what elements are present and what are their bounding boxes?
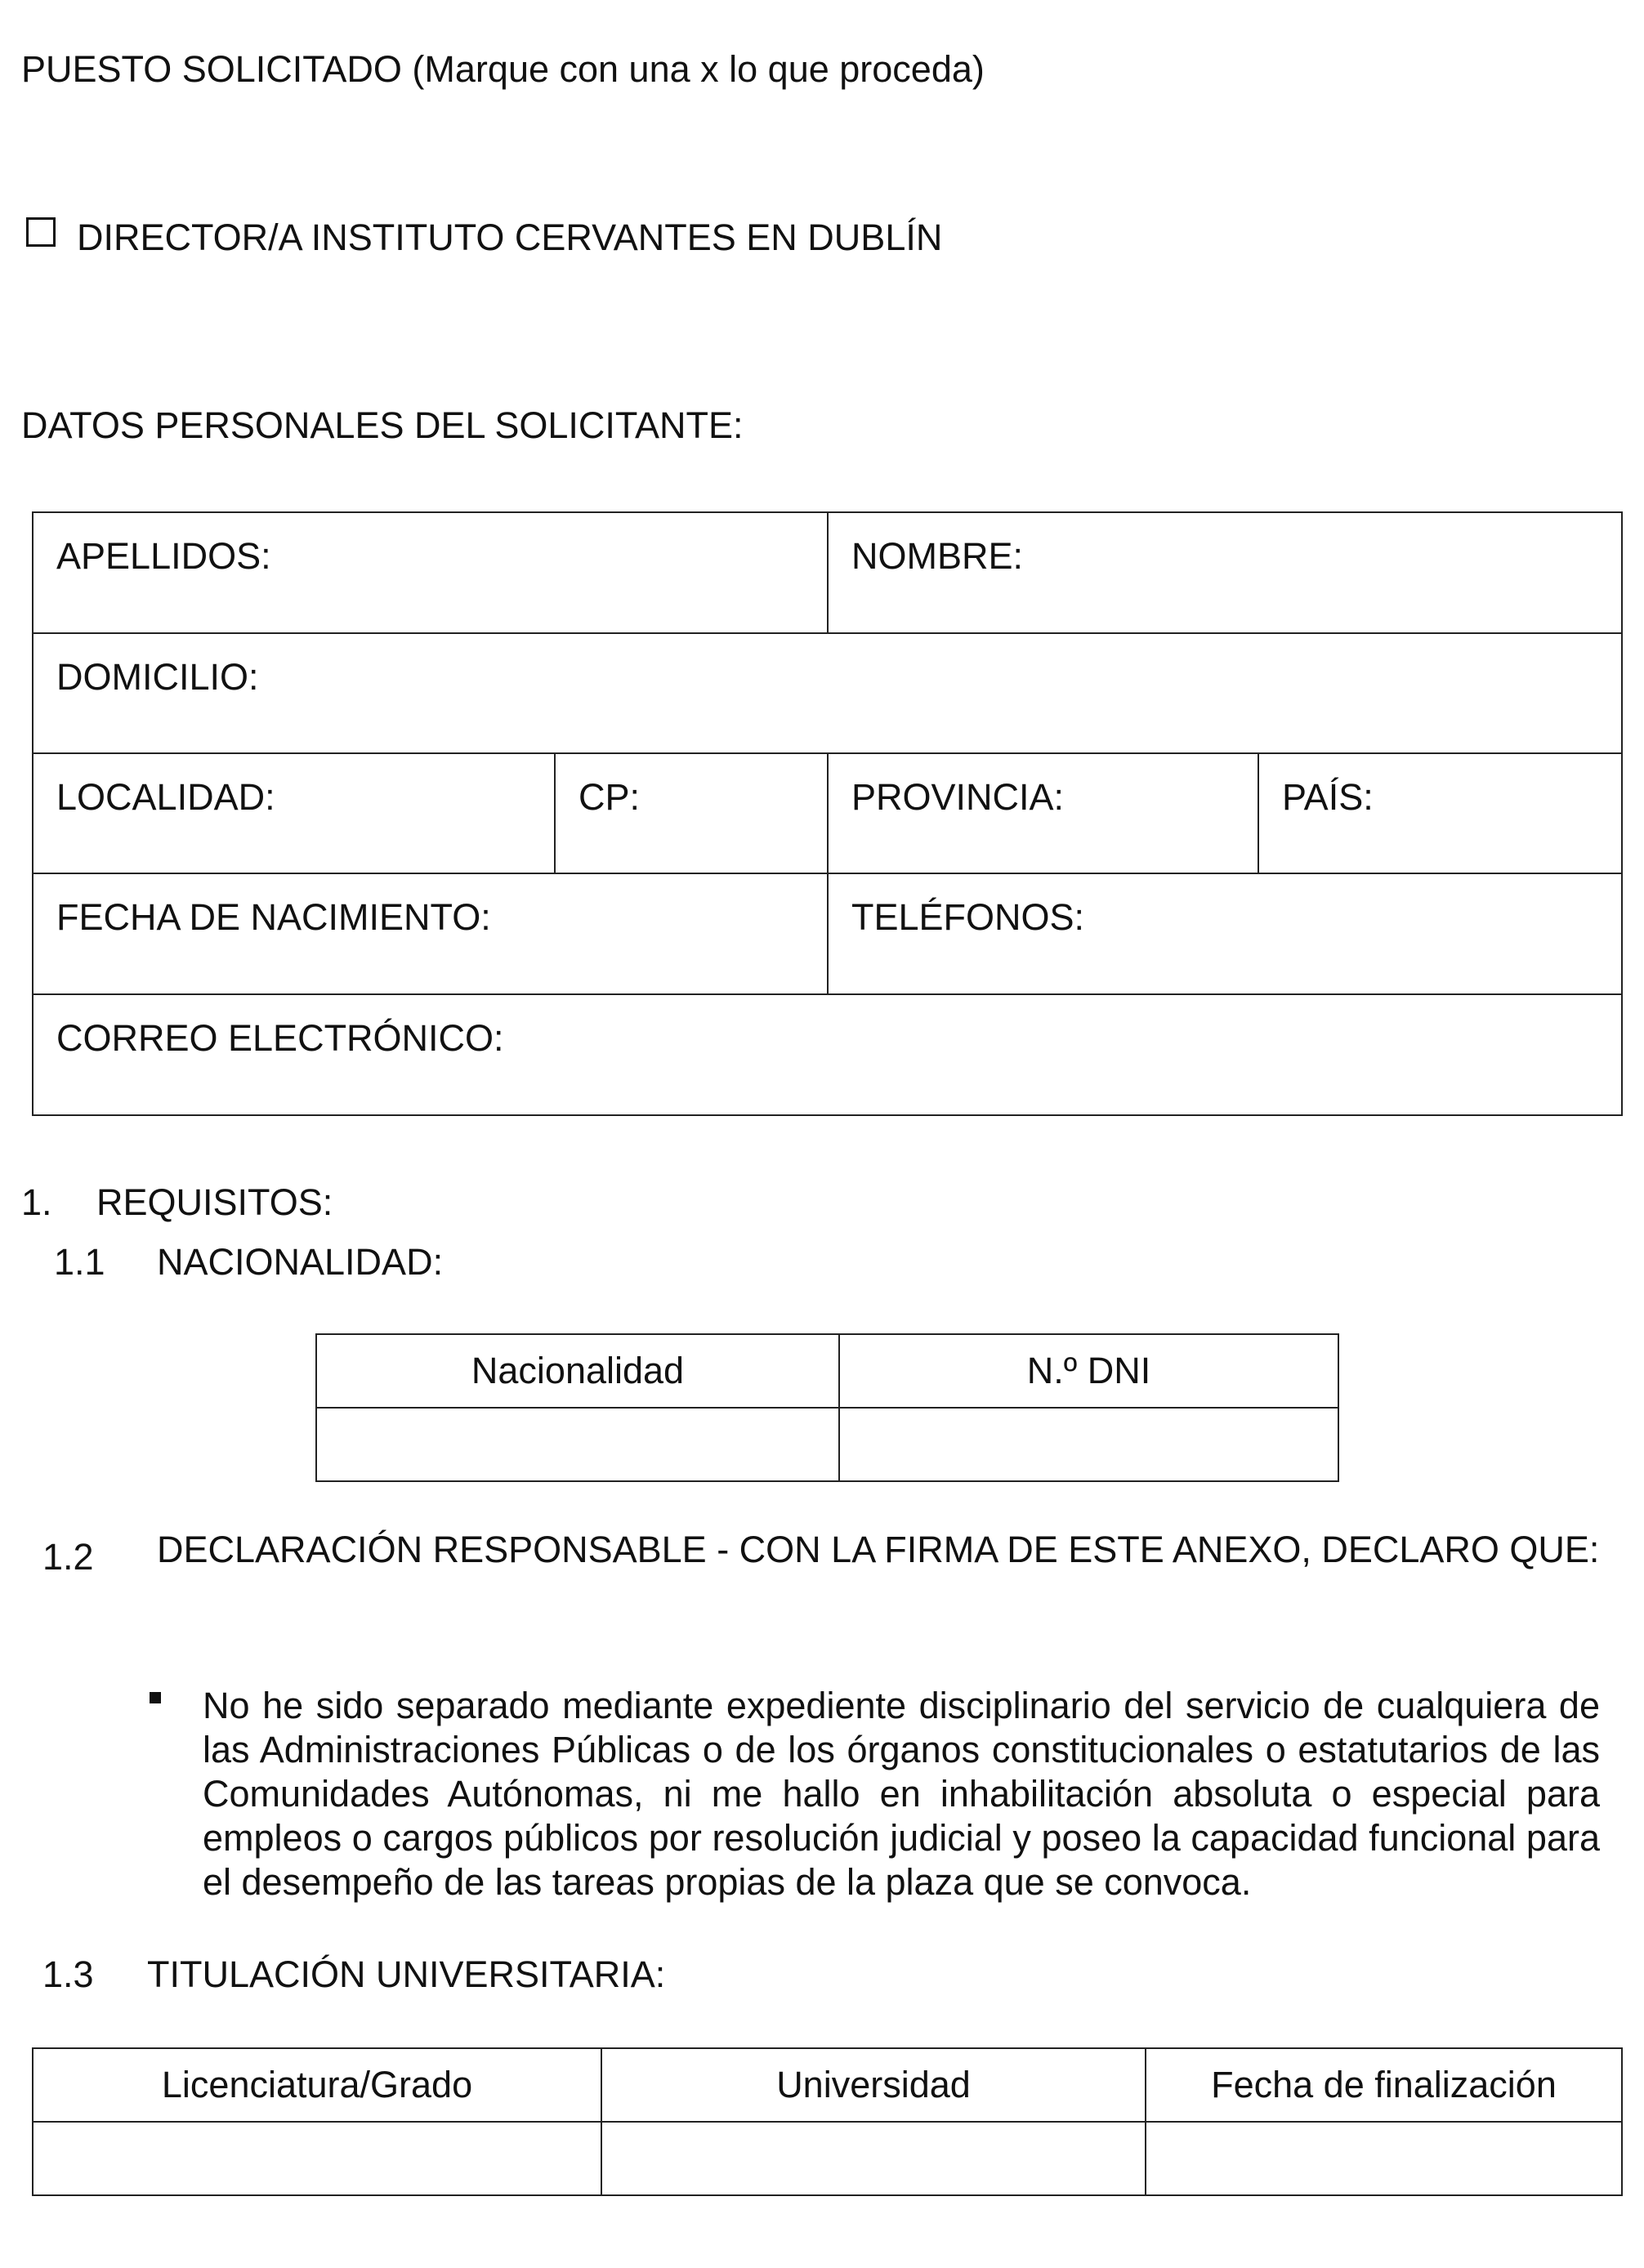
- apellidos-label: APELLIDOS:: [56, 535, 271, 577]
- domicilio-label: DOMICILIO:: [56, 656, 259, 698]
- fecha-nacimiento-label: FECHA DE NACIMIENTO:: [56, 896, 491, 938]
- telefonos-label: TELÉFONOS:: [851, 896, 1085, 938]
- puesto-heading: PUESTO SOLICITADO (Marque con una x lo que proceda): [21, 48, 985, 90]
- bullet-marker: [150, 1692, 161, 1703]
- pais-label: PAÍS:: [1282, 776, 1374, 818]
- nombre-field[interactable]: [828, 512, 1622, 633]
- nacionalidad-number: 1.1: [54, 1241, 105, 1283]
- declaracion-bullet-text: No he sido separado mediante expediente disciplinario del servicio de cualquiera de las Administraciones Públicas o de los órganos constitucionales o estatutarios de las Comunidades Autónomas, ni me hallo en inhabilitación absoluta o especial para empleos o cargos públicos por resolución judicial y poseo la capacidad funcional para el desempeño de las tareas propias de la plaza que se convoca.: [203, 1685, 1600, 1903]
- requisitos-number: 1.: [21, 1181, 52, 1223]
- director-option-label: DIRECTOR/A INSTITUTO CERVANTES EN DUBLÍN: [77, 217, 943, 258]
- dni-input-cell[interactable]: [839, 1408, 1338, 1481]
- universidad-input-cell[interactable]: [601, 2122, 1146, 2195]
- nacionalidad-input-cell[interactable]: [316, 1408, 839, 1481]
- fecha-finalizacion-input-cell[interactable]: [1146, 2122, 1622, 2195]
- telefonos-field[interactable]: [828, 873, 1622, 994]
- titulacion-number: 1.3: [42, 1953, 94, 1995]
- fecha-nacimiento-field[interactable]: [33, 873, 828, 994]
- personal-data-table: [32, 511, 1623, 1116]
- fecha-finalizacion-column-header: Fecha de finalización: [1146, 2048, 1622, 2122]
- titulacion-table: [32, 2047, 1623, 2196]
- localidad-field[interactable]: [33, 753, 555, 873]
- titulacion-heading: TITULACIÓN UNIVERSITARIA:: [147, 1953, 666, 1995]
- provincia-label: PROVINCIA:: [851, 776, 1065, 818]
- pais-field[interactable]: [1258, 753, 1622, 873]
- nacionalidad-heading: NACIONALIDAD:: [157, 1241, 444, 1283]
- nacionalidad-table: [315, 1333, 1339, 1482]
- nacionalidad-column-header: Nacionalidad: [316, 1334, 839, 1408]
- licenciatura-input-cell[interactable]: [33, 2122, 601, 2195]
- apellidos-field[interactable]: [33, 512, 828, 633]
- provincia-field[interactable]: [828, 753, 1258, 873]
- correo-field[interactable]: [33, 994, 1622, 1115]
- localidad-label: LOCALIDAD:: [56, 776, 275, 818]
- domicilio-field[interactable]: [33, 633, 1622, 753]
- dni-column-header: N.º DNI: [839, 1334, 1338, 1408]
- director-checkbox[interactable]: [26, 217, 56, 247]
- correo-label: CORREO ELECTRÓNICO:: [56, 1017, 504, 1059]
- cp-label: CP:: [579, 776, 641, 818]
- declaracion-number: 1.2: [42, 1536, 94, 1578]
- datos-heading: DATOS PERSONALES DEL SOLICITANTE:: [21, 404, 744, 446]
- requisitos-heading: REQUISITOS:: [96, 1181, 333, 1223]
- licenciatura-column-header: Licenciatura/Grado: [33, 2048, 601, 2122]
- declaracion-heading: DECLARACIÓN RESPONSABLE - CON LA FIRMA DE ESTE ANEXO, DECLARO QUE:: [157, 1529, 1600, 1570]
- universidad-column-header: Universidad: [601, 2048, 1146, 2122]
- cp-field[interactable]: [555, 753, 828, 873]
- nombre-label: NOMBRE:: [851, 535, 1024, 577]
